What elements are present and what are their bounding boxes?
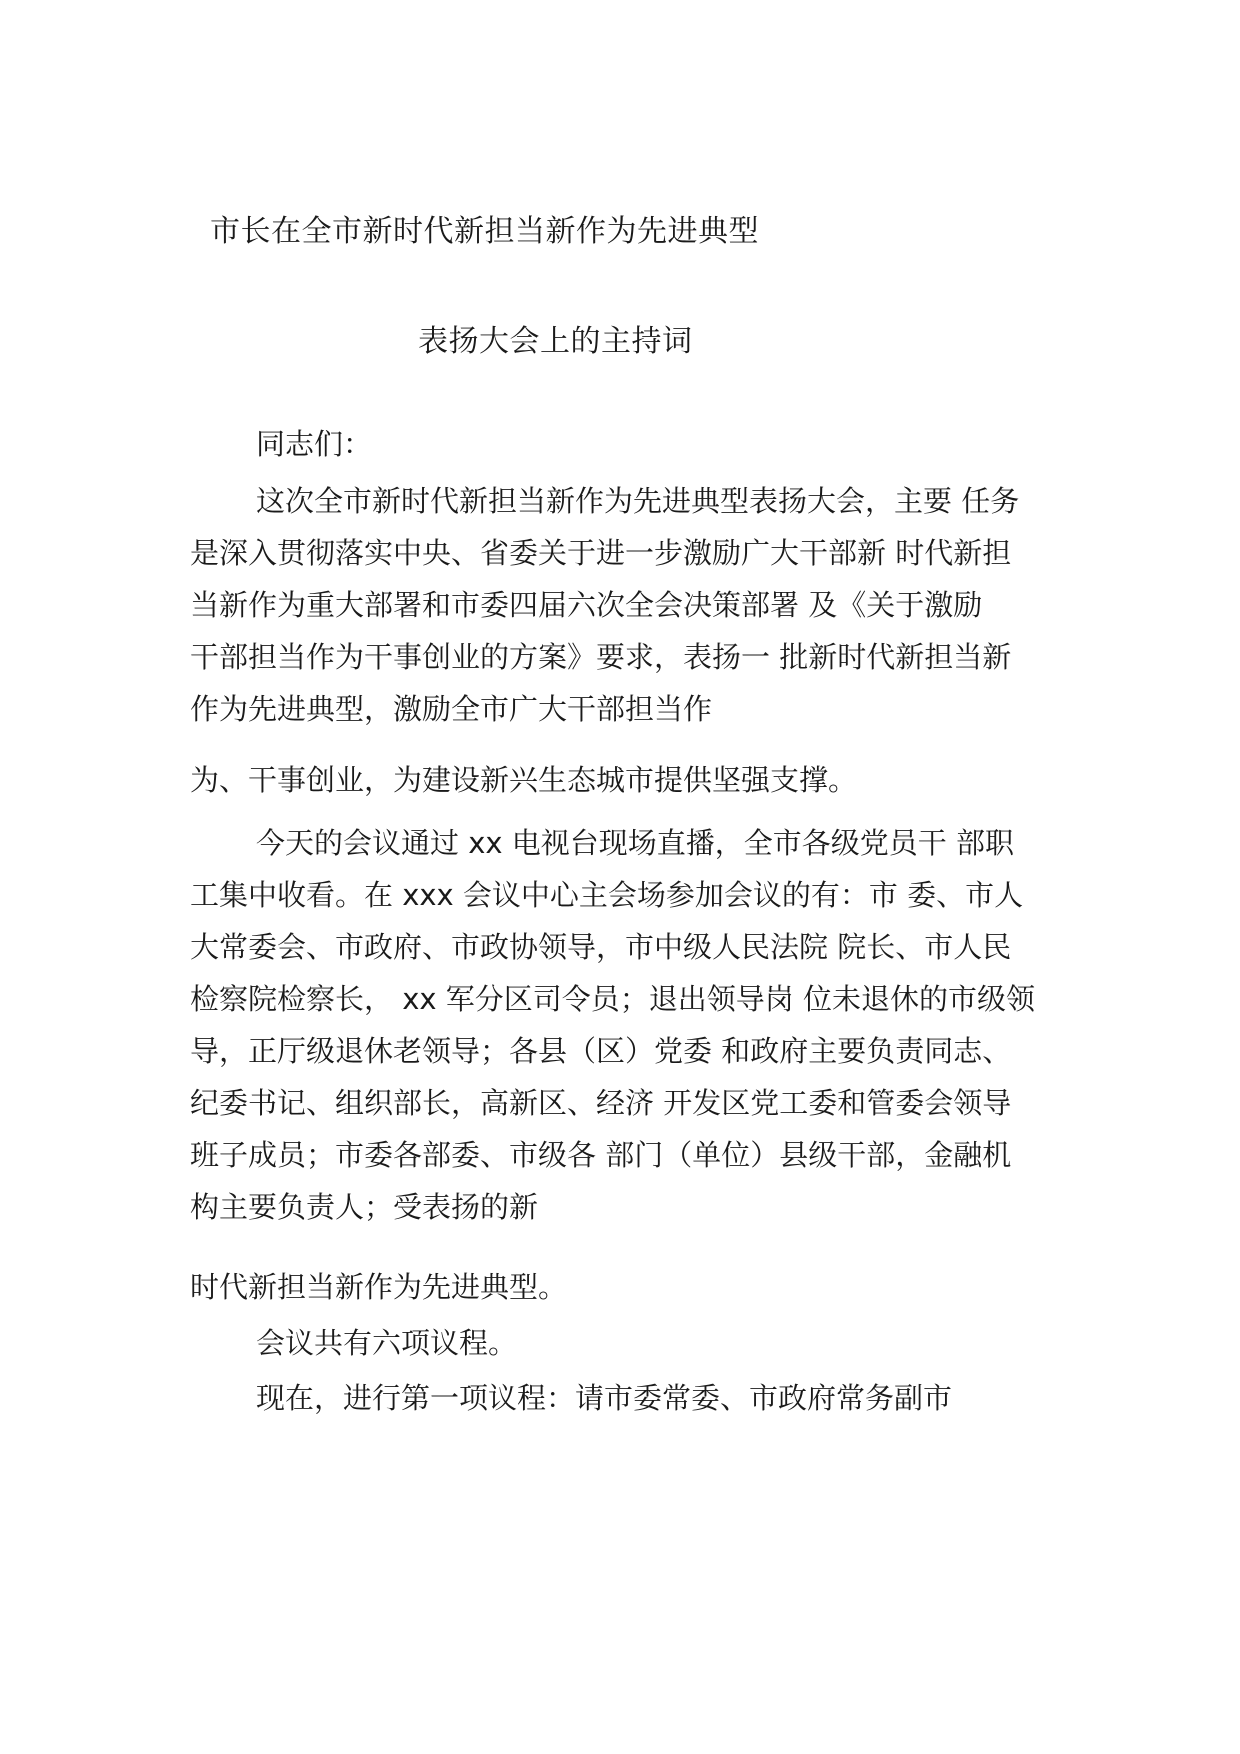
paragraph-3: 会议共有六项议程。 <box>256 1326 518 1360</box>
paragraph-2-line: 工集中收看。在 xxx 会议中心主会场参加会议的有：市 委、市人 <box>190 878 1024 912</box>
paragraph-2-line: 检察院检察长， xx 军分区司令员；退出领导岗 位未退休的市级领 <box>190 982 1035 1016</box>
paragraph-2-line: 纪委书记、组织部长，高新区、经济 开发区党工委和管委会领导 <box>190 1086 1012 1120</box>
paragraph-1-line: 作为先进典型，激励全市广大干部担当作 <box>190 692 713 726</box>
paragraph-1-line: 是深入贯彻落实中央、省委关于进一步激励广大干部新 时代新担 <box>190 536 1012 570</box>
paragraph-1 <box>190 475 1060 735</box>
paragraph-1-line: 当新作为重大部署和市委四届六次全会决策部署 及《关于激励 <box>190 588 983 622</box>
document-title-line-2: 表扬大会上的主持词 <box>418 324 693 359</box>
paragraph-1-line: 干部担当作为干事创业的方案》要求，表扬一 批新时代新担当新 <box>190 640 1012 674</box>
paragraph-2-line: 大常委会、市政府、市政协领导，市中级人民法院 院长、市人民 <box>190 930 1012 964</box>
paragraph-2-line: 班子成员；市委各部委、市级各 部门（单位）县级干部，金融机 <box>190 1138 1012 1172</box>
paragraph-2-line: 今天的会议通过 xx 电视台现场直播，全市各级党员干 部职 <box>256 826 1014 860</box>
document-title-line-1: 市长在全市新时代新担当新作为先进典型 <box>210 214 759 249</box>
paragraph-1-line: 这次全市新时代新担当新作为先进典型表扬大会，主要 任务 <box>256 484 1020 518</box>
paragraph-2-continuation: 时代新担当新作为先进典型。 <box>190 1270 568 1304</box>
paragraph-2-line: 构主要负责人；受表扬的新 <box>190 1190 539 1224</box>
paragraph-4: 现在，进行第一项议程：请市委常委、市政府常务副市 <box>256 1381 953 1415</box>
greeting: 同志们： <box>256 427 373 461</box>
paragraph-2 <box>190 817 1060 1233</box>
paragraph-2-line: 导，正厅级退休老领导；各县（区）党委 和政府主要负责同志、 <box>190 1034 1012 1068</box>
paragraph-1-continuation: 为、干事创业，为建设新兴生态城市提供坚强支撑。 <box>190 763 858 797</box>
